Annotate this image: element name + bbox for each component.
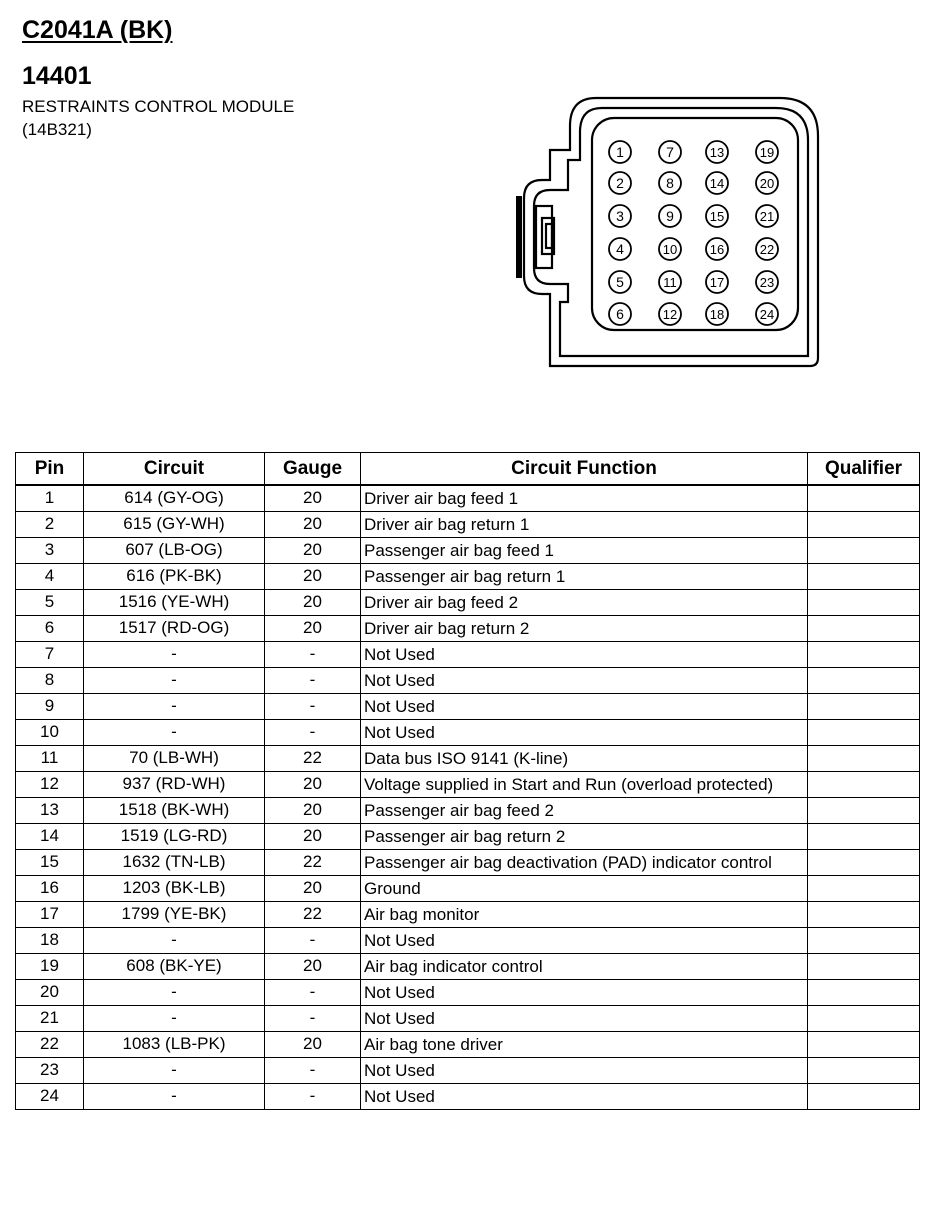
table-row bbox=[16, 902, 920, 928]
gauge-cell: 22 bbox=[265, 902, 361, 928]
pin-group bbox=[609, 141, 778, 325]
qualifier-cell bbox=[808, 590, 920, 616]
table-header-row bbox=[16, 453, 920, 486]
circuit-function-cell: Air bag indicator control bbox=[361, 954, 808, 980]
pin-label: 12 bbox=[662, 307, 678, 322]
table-row bbox=[16, 1032, 920, 1058]
circuit-cell: - bbox=[84, 694, 265, 720]
circuit-function-cell: Passenger air bag deactivation (PAD) indicator control bbox=[361, 850, 808, 876]
gauge-cell: 22 bbox=[265, 850, 361, 876]
circuit-cell: 1517 (RD-OG) bbox=[84, 616, 265, 642]
circuit-cell: - bbox=[84, 720, 265, 746]
connector-pin-23 bbox=[756, 271, 778, 293]
qualifier-cell bbox=[808, 902, 920, 928]
connector-pin-11 bbox=[659, 271, 681, 293]
connector-latch bbox=[536, 206, 552, 268]
table-row bbox=[16, 512, 920, 538]
connector-face-diagram bbox=[510, 90, 830, 380]
connector-pin-17 bbox=[706, 271, 728, 293]
header-circuit-function: Circuit Function bbox=[361, 453, 808, 486]
circuit-cell: 1203 (BK-LB) bbox=[84, 876, 265, 902]
connector-pin-2 bbox=[609, 172, 631, 194]
pin-label: 19 bbox=[759, 145, 775, 160]
qualifier-cell bbox=[808, 512, 920, 538]
pin-label: 4 bbox=[616, 241, 624, 257]
qualifier-cell bbox=[808, 798, 920, 824]
gauge-cell: - bbox=[265, 720, 361, 746]
pin-label: 10 bbox=[662, 242, 678, 257]
table-row bbox=[16, 746, 920, 772]
table-row bbox=[16, 824, 920, 850]
gauge-cell: 20 bbox=[265, 1032, 361, 1058]
circuit-function-cell: Passenger air bag feed 1 bbox=[361, 538, 808, 564]
connector-pin-15 bbox=[706, 205, 728, 227]
pin-cell: 15 bbox=[16, 850, 84, 876]
circuit-function-cell: Driver air bag feed 1 bbox=[361, 485, 808, 512]
table-row bbox=[16, 642, 920, 668]
gauge-cell: - bbox=[265, 1006, 361, 1032]
pin-label: 11 bbox=[663, 275, 677, 290]
circuit-cell: 608 (BK-YE) bbox=[84, 954, 265, 980]
gauge-cell: 20 bbox=[265, 954, 361, 980]
header-qualifier: Qualifier bbox=[808, 453, 920, 486]
circuit-function-cell: Passenger air bag feed 2 bbox=[361, 798, 808, 824]
pin-cell: 18 bbox=[16, 928, 84, 954]
qualifier-cell bbox=[808, 616, 920, 642]
table-row bbox=[16, 616, 920, 642]
circuit-cell: 1519 (LG-RD) bbox=[84, 824, 265, 850]
qualifier-cell bbox=[808, 850, 920, 876]
qualifier-cell bbox=[808, 1006, 920, 1032]
pin-cell: 20 bbox=[16, 980, 84, 1006]
pin-cell: 16 bbox=[16, 876, 84, 902]
pin-cell: 9 bbox=[16, 694, 84, 720]
pin-cell: 22 bbox=[16, 1032, 84, 1058]
circuit-function-cell: Not Used bbox=[361, 642, 808, 668]
pin-label: 22 bbox=[759, 242, 775, 257]
pin-cell: 3 bbox=[16, 538, 84, 564]
gauge-cell: - bbox=[265, 928, 361, 954]
circuit-cell: 614 (GY-OG) bbox=[84, 485, 265, 512]
table-row bbox=[16, 538, 920, 564]
qualifier-cell bbox=[808, 564, 920, 590]
qualifier-cell bbox=[808, 485, 920, 512]
gauge-cell: - bbox=[265, 1058, 361, 1084]
circuit-function-cell: Driver air bag return 1 bbox=[361, 512, 808, 538]
connector-pin-12 bbox=[659, 303, 681, 325]
gauge-cell: 20 bbox=[265, 616, 361, 642]
qualifier-cell bbox=[808, 928, 920, 954]
table-row bbox=[16, 928, 920, 954]
pin-cell: 8 bbox=[16, 668, 84, 694]
connector-latch-slot bbox=[546, 224, 552, 248]
circuit-function-cell: Driver air bag feed 2 bbox=[361, 590, 808, 616]
gauge-cell: - bbox=[265, 668, 361, 694]
table-row bbox=[16, 876, 920, 902]
pin-label: 23 bbox=[759, 275, 775, 290]
module-name: RESTRAINTS CONTROL MODULE bbox=[22, 97, 295, 116]
qualifier-cell bbox=[808, 668, 920, 694]
pin-cell: 17 bbox=[16, 902, 84, 928]
gauge-cell: 20 bbox=[265, 512, 361, 538]
circuit-cell: 1799 (YE-BK) bbox=[84, 902, 265, 928]
qualifier-cell bbox=[808, 642, 920, 668]
pin-cell: 11 bbox=[16, 746, 84, 772]
table-row bbox=[16, 798, 920, 824]
pin-cell: 12 bbox=[16, 772, 84, 798]
connector-side-bar bbox=[516, 196, 522, 278]
table-row bbox=[16, 954, 920, 980]
pin-label: 15 bbox=[709, 209, 725, 224]
circuit-function-cell: Passenger air bag return 1 bbox=[361, 564, 808, 590]
gauge-cell: 22 bbox=[265, 746, 361, 772]
qualifier-cell bbox=[808, 980, 920, 1006]
circuit-cell: 616 (PK-BK) bbox=[84, 564, 265, 590]
connector-pin-6 bbox=[609, 303, 631, 325]
pin-label: 6 bbox=[616, 306, 624, 322]
qualifier-cell bbox=[808, 538, 920, 564]
pin-cell: 5 bbox=[16, 590, 84, 616]
pin-label: 8 bbox=[666, 175, 674, 191]
circuit-function-cell: Not Used bbox=[361, 668, 808, 694]
circuit-cell: 1518 (BK-WH) bbox=[84, 798, 265, 824]
circuit-cell: 1632 (TN-LB) bbox=[84, 850, 265, 876]
qualifier-cell bbox=[808, 954, 920, 980]
qualifier-cell bbox=[808, 876, 920, 902]
table-row bbox=[16, 720, 920, 746]
circuit-function-cell: Not Used bbox=[361, 980, 808, 1006]
circuit-function-cell: Air bag monitor bbox=[361, 902, 808, 928]
pin-label: 18 bbox=[709, 307, 725, 322]
pin-cell: 24 bbox=[16, 1084, 84, 1110]
connector-pin-20 bbox=[756, 172, 778, 194]
header-gauge: Gauge bbox=[265, 453, 361, 486]
pin-cell: 19 bbox=[16, 954, 84, 980]
pin-cell: 21 bbox=[16, 1006, 84, 1032]
circuit-cell: 607 (LB-OG) bbox=[84, 538, 265, 564]
circuit-function-cell: Not Used bbox=[361, 928, 808, 954]
qualifier-cell bbox=[808, 746, 920, 772]
connector-pin-1 bbox=[609, 141, 631, 163]
circuit-function-cell: Air bag tone driver bbox=[361, 1032, 808, 1058]
qualifier-cell bbox=[808, 772, 920, 798]
pin-cell: 7 bbox=[16, 642, 84, 668]
table-row bbox=[16, 1006, 920, 1032]
circuit-cell: - bbox=[84, 1058, 265, 1084]
qualifier-cell bbox=[808, 720, 920, 746]
connector-pin-7 bbox=[659, 141, 681, 163]
header-circuit: Circuit bbox=[84, 453, 265, 486]
gauge-cell: - bbox=[265, 1084, 361, 1110]
connector-pin-22 bbox=[756, 238, 778, 260]
circuit-function-cell: Driver air bag return 2 bbox=[361, 616, 808, 642]
module-number: 14401 bbox=[22, 62, 92, 90]
connector-pin-21 bbox=[756, 205, 778, 227]
connector-pin-9 bbox=[659, 205, 681, 227]
pin-cell: 23 bbox=[16, 1058, 84, 1084]
connector-pin-13 bbox=[706, 141, 728, 163]
table-row bbox=[16, 980, 920, 1006]
connector-pin-16 bbox=[706, 238, 728, 260]
connector-pin-14 bbox=[706, 172, 728, 194]
gauge-cell: 20 bbox=[265, 485, 361, 512]
circuit-cell: - bbox=[84, 1006, 265, 1032]
table-row bbox=[16, 850, 920, 876]
gauge-cell: 20 bbox=[265, 824, 361, 850]
pin-cell: 14 bbox=[16, 824, 84, 850]
connector-pin-10 bbox=[659, 238, 681, 260]
gauge-cell: - bbox=[265, 642, 361, 668]
pin-label: 3 bbox=[616, 208, 624, 224]
connector-pin-19 bbox=[756, 141, 778, 163]
circuit-function-cell: Voltage supplied in Start and Run (overload protected) bbox=[361, 772, 808, 798]
pin-label: 13 bbox=[709, 145, 725, 160]
table-row bbox=[16, 485, 920, 512]
pin-cell: 1 bbox=[16, 485, 84, 512]
circuit-function-cell: Not Used bbox=[361, 694, 808, 720]
circuit-cell: - bbox=[84, 980, 265, 1006]
circuit-cell: 937 (RD-WH) bbox=[84, 772, 265, 798]
connector-pin-5 bbox=[609, 271, 631, 293]
gauge-cell: 20 bbox=[265, 798, 361, 824]
pin-label: 24 bbox=[759, 307, 775, 322]
connector-id-title: C2041A (BK) bbox=[22, 16, 173, 44]
pin-label: 14 bbox=[709, 176, 725, 191]
circuit-function-cell: Not Used bbox=[361, 1058, 808, 1084]
pin-label: 21 bbox=[759, 209, 775, 224]
connector-pin-24 bbox=[756, 303, 778, 325]
qualifier-cell bbox=[808, 824, 920, 850]
pin-label: 7 bbox=[666, 144, 674, 160]
pinout-table bbox=[15, 452, 920, 1110]
pin-cell: 6 bbox=[16, 616, 84, 642]
gauge-cell: 20 bbox=[265, 772, 361, 798]
circuit-function-cell: Not Used bbox=[361, 1006, 808, 1032]
pin-label: 17 bbox=[709, 275, 725, 290]
circuit-function-cell: Data bus ISO 9141 (K-line) bbox=[361, 746, 808, 772]
connector-pin-8 bbox=[659, 172, 681, 194]
table-row bbox=[16, 1058, 920, 1084]
pin-cell: 2 bbox=[16, 512, 84, 538]
circuit-cell: - bbox=[84, 928, 265, 954]
pin-cell: 4 bbox=[16, 564, 84, 590]
table-row bbox=[16, 590, 920, 616]
pin-label: 2 bbox=[616, 175, 624, 191]
gauge-cell: - bbox=[265, 694, 361, 720]
circuit-cell: 70 (LB-WH) bbox=[84, 746, 265, 772]
circuit-cell: - bbox=[84, 668, 265, 694]
gauge-cell: 20 bbox=[265, 876, 361, 902]
gauge-cell: 20 bbox=[265, 590, 361, 616]
table-row bbox=[16, 668, 920, 694]
pin-label: 9 bbox=[666, 208, 674, 224]
circuit-function-cell: Not Used bbox=[361, 1084, 808, 1110]
table-row bbox=[16, 564, 920, 590]
circuit-function-cell: Ground bbox=[361, 876, 808, 902]
module-part-number: (14B321) bbox=[22, 120, 92, 139]
qualifier-cell bbox=[808, 1084, 920, 1110]
connector-pin-3 bbox=[609, 205, 631, 227]
pin-label: 5 bbox=[616, 274, 624, 290]
gauge-cell: 20 bbox=[265, 538, 361, 564]
pin-label: 16 bbox=[709, 242, 725, 257]
connector-pin-18 bbox=[706, 303, 728, 325]
table-row bbox=[16, 694, 920, 720]
pin-cell: 10 bbox=[16, 720, 84, 746]
qualifier-cell bbox=[808, 1032, 920, 1058]
circuit-cell: 1083 (LB-PK) bbox=[84, 1032, 265, 1058]
gauge-cell: 20 bbox=[265, 564, 361, 590]
pin-label: 1 bbox=[616, 144, 624, 160]
circuit-cell: 615 (GY-WH) bbox=[84, 512, 265, 538]
pin-cell: 13 bbox=[16, 798, 84, 824]
circuit-cell: - bbox=[84, 1084, 265, 1110]
circuit-function-cell: Not Used bbox=[361, 720, 808, 746]
gauge-cell: - bbox=[265, 980, 361, 1006]
pin-label: 20 bbox=[759, 176, 775, 191]
header-pin: Pin bbox=[16, 453, 84, 486]
circuit-cell: - bbox=[84, 642, 265, 668]
qualifier-cell bbox=[808, 694, 920, 720]
table-row bbox=[16, 1084, 920, 1110]
table-row bbox=[16, 772, 920, 798]
circuit-function-cell: Passenger air bag return 2 bbox=[361, 824, 808, 850]
connector-pin-4 bbox=[609, 238, 631, 260]
qualifier-cell bbox=[808, 1058, 920, 1084]
circuit-cell: 1516 (YE-WH) bbox=[84, 590, 265, 616]
